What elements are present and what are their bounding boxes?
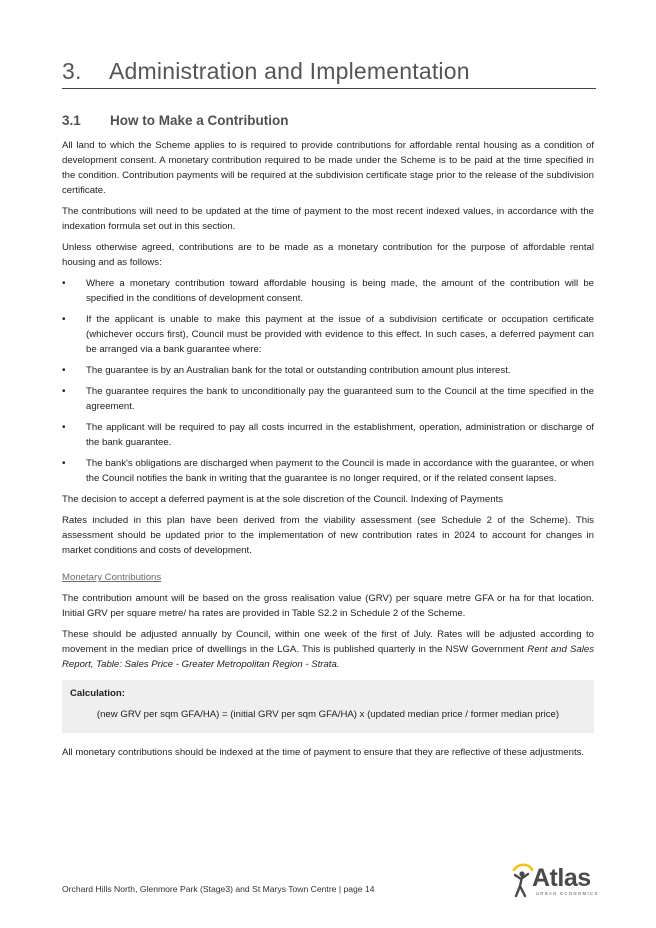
chapter-title: Administration and Implementation (109, 58, 470, 84)
calculation-box (62, 680, 594, 733)
list-item-text: The guarantee is by an Australian bank for the total or outstanding contribution amount plus interest. (86, 365, 511, 376)
list-item (62, 384, 594, 414)
logo-tagline: URBAN ECONOMICS (536, 891, 599, 896)
section-heading (62, 113, 289, 128)
paragraph: The contribution amount will be based on the gross realisation value (GRV) per square metre GFA or ha for that location. Initial GRV per square metre/ ha rates are provided in Table S2.2 in Schedule 2 of the Scheme. (62, 593, 594, 619)
list-item (62, 456, 594, 486)
bullet-icon: • (62, 314, 66, 325)
bullet-icon: • (62, 386, 66, 397)
list-item-text: The guarantee requires the bank to unconditionally pay the guaranteed sum to the Council at the time specified in the agreement. (86, 386, 594, 412)
list-item (62, 363, 594, 378)
list-item (62, 276, 594, 306)
bullet-icon: • (62, 422, 66, 433)
page-footer: Orchard Hills North, Glenmore Park (Stage3) and St Marys Town Centre | page 14 (62, 884, 375, 894)
list-item (62, 312, 594, 357)
paragraph: Unless otherwise agreed, contributions are to be made as a monetary contribution for the purpose of affordable rental housing and as follows: (62, 242, 594, 268)
paragraph: The decision to accept a deferred payment is at the sole discretion of the Council. Indexing of Payments (62, 494, 504, 505)
bullet-icon: • (62, 278, 66, 289)
list-item-text: If the applicant is unable to make this payment at the issue of a subdivision certificate or occupation certificate (whichever occurs first), Council must be provided with evidence to this effect. In such cases, a deferred payment can be arranged via a bank guarantee where: (86, 314, 594, 355)
paragraph: All monetary contributions should be indexed at the time of payment to ensure that they are reflective of these adjustments. (62, 747, 585, 758)
bullet-icon: • (62, 365, 66, 376)
paragraph: The contributions will need to be updated at the time of payment to the most recent indexed values, in accordance with the indexation formula set out in this section. (62, 206, 594, 232)
bullet-list (62, 276, 594, 486)
section-number: 3.1 (62, 113, 81, 128)
list-item (62, 420, 594, 450)
chapter-heading (62, 58, 596, 89)
list-item-text: The applicant will be required to pay all costs incurred in the establishment, operation, administration or discharge of the bank guarantee. (86, 422, 594, 448)
subheading-monetary-contributions: Monetary Contributions (62, 572, 162, 583)
calculation-label: Calculation: (70, 688, 125, 699)
section-title: How to Make a Contribution (110, 113, 289, 128)
calculation-formula: (new GRV per sqm GFA/HA) = (initial GRV per sqm GFA/HA) x (updated median price / former median price) (96, 709, 560, 720)
atlas-figure-icon (508, 862, 534, 898)
bullet-icon: • (62, 458, 66, 469)
paragraph (62, 627, 594, 672)
logo-wordmark: Atlas (532, 864, 591, 892)
atlas-logo (508, 862, 598, 900)
list-item-text: The bank's obligations are discharged when payment to the Council is made in accordance with the guarantee, or when the Council notifies the bank in writing that the guarantee is no longer required, or if the related consent lapses. (86, 458, 594, 484)
paragraph: All land to which the Scheme applies to is required to provide contributions for affordable rental housing as a condition of development consent. A monetary contribution required to be made under the Scheme is to be paid at the time specified in the condition. Contribution payments will be required at the subdivision certificate stage prior to the release of the subdivision certificate. (62, 140, 594, 196)
list-item-text: Where a monetary contribution toward affordable housing is being made, the amount of the contribution will be specified in the conditions of development consent. (86, 278, 594, 304)
report-reference: Rent and Sales Report, Table: Sales Price - Greater Metropolitan Region - Strata. (62, 644, 594, 670)
body-text (62, 138, 594, 766)
chapter-number: 3. (62, 58, 82, 84)
paragraph-text: These should be adjusted annually by Council, within one week of the first of July. Rates will be adjusted according to movement in the median price of dwellings in the LGA. This is published quarterly in the NSW Government (62, 629, 594, 655)
paragraph: Rates included in this plan have been derived from the viability assessment (see Schedule 2 of the Scheme). This assessment should be updated prior to the implementation of new contribution rates in 2024 to account for changes in market conditions and costs of development. (62, 515, 594, 556)
